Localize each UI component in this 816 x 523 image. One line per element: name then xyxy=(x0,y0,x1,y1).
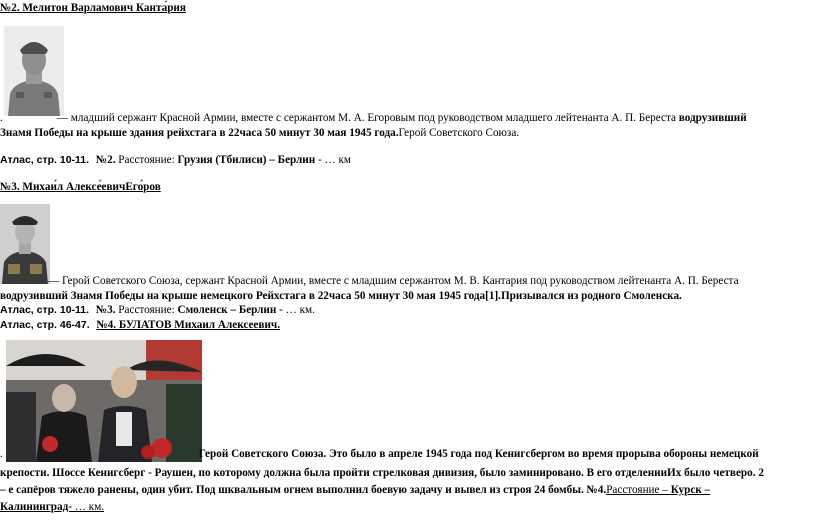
section-4-line-3: – е сапёров тяжело ранены, один убит. Под шквальным огнем выполнил боевую задачу и вывел из строя 24 бомбы. №4.Расстояние – Курск – xyxy=(0,484,711,496)
section-4-line-2: крепости. Шоссе Кенигсберг - Раушен, по которому должна была пройти стрелковая дивизия, было заминировано. В его отделенииИх было четверо. 2 xyxy=(0,467,764,479)
dot: . xyxy=(0,112,3,124)
section-2-heading: №2. Мелитон Варламович Канта́рия xyxy=(0,2,186,14)
section-3-distance: Атлас, стр. 10-11. №3. Расстояние: Смоленск – Берлин - … км. xyxy=(0,304,315,316)
section-3-line-1: — Герой Советского Союза, сержант Красной Армии, вместе с младшим сержантом М. В. Кантария под руководством лейтенанта А. П. Береста xyxy=(48,275,739,287)
section-4-heading-line: Атлас, стр. 46-47. №4. БУЛАТОВ Михаил Алексеевич. xyxy=(0,319,280,331)
section-4-line-1: . Герой Советского Союза. Это было в апреле 1945 года под Кенигсбергом во время прорыва обороны немецкой xyxy=(0,448,759,460)
portrait-veteran-icon xyxy=(0,204,50,284)
section-2-distance: Атлас, стр. 10-11. №2. Расстояние: Грузия (Тбилиси) – Берлин - … км xyxy=(0,154,351,166)
section-3-heading: №3. Михаи́л Алексе́евичЕго́ров xyxy=(0,181,161,193)
section-4-line-4: Калининград- … км. xyxy=(0,501,105,513)
section-2-line-1: . — младший сержант Красной Армии, вместе с сержантом М. А. Егоровым под руководством младшего лейтенанта А. П. Береста водрузивший xyxy=(0,112,747,124)
portrait-soldier-icon xyxy=(4,26,64,116)
section-3-line-2: водрузивший Знамя Победы на крыше немецкого Рейхстага в 22часа 50 минут 30 мая 1945 года[1].Призывался из родного Смоленска. xyxy=(0,290,682,302)
section-2-line-2: Знамя Победы на крыше здания рейхстага в 22часа 50 минут 30 мая 1945 года.Герой Советского Союза. xyxy=(0,127,520,139)
photo-veterans-umbrellas-icon xyxy=(6,340,202,462)
